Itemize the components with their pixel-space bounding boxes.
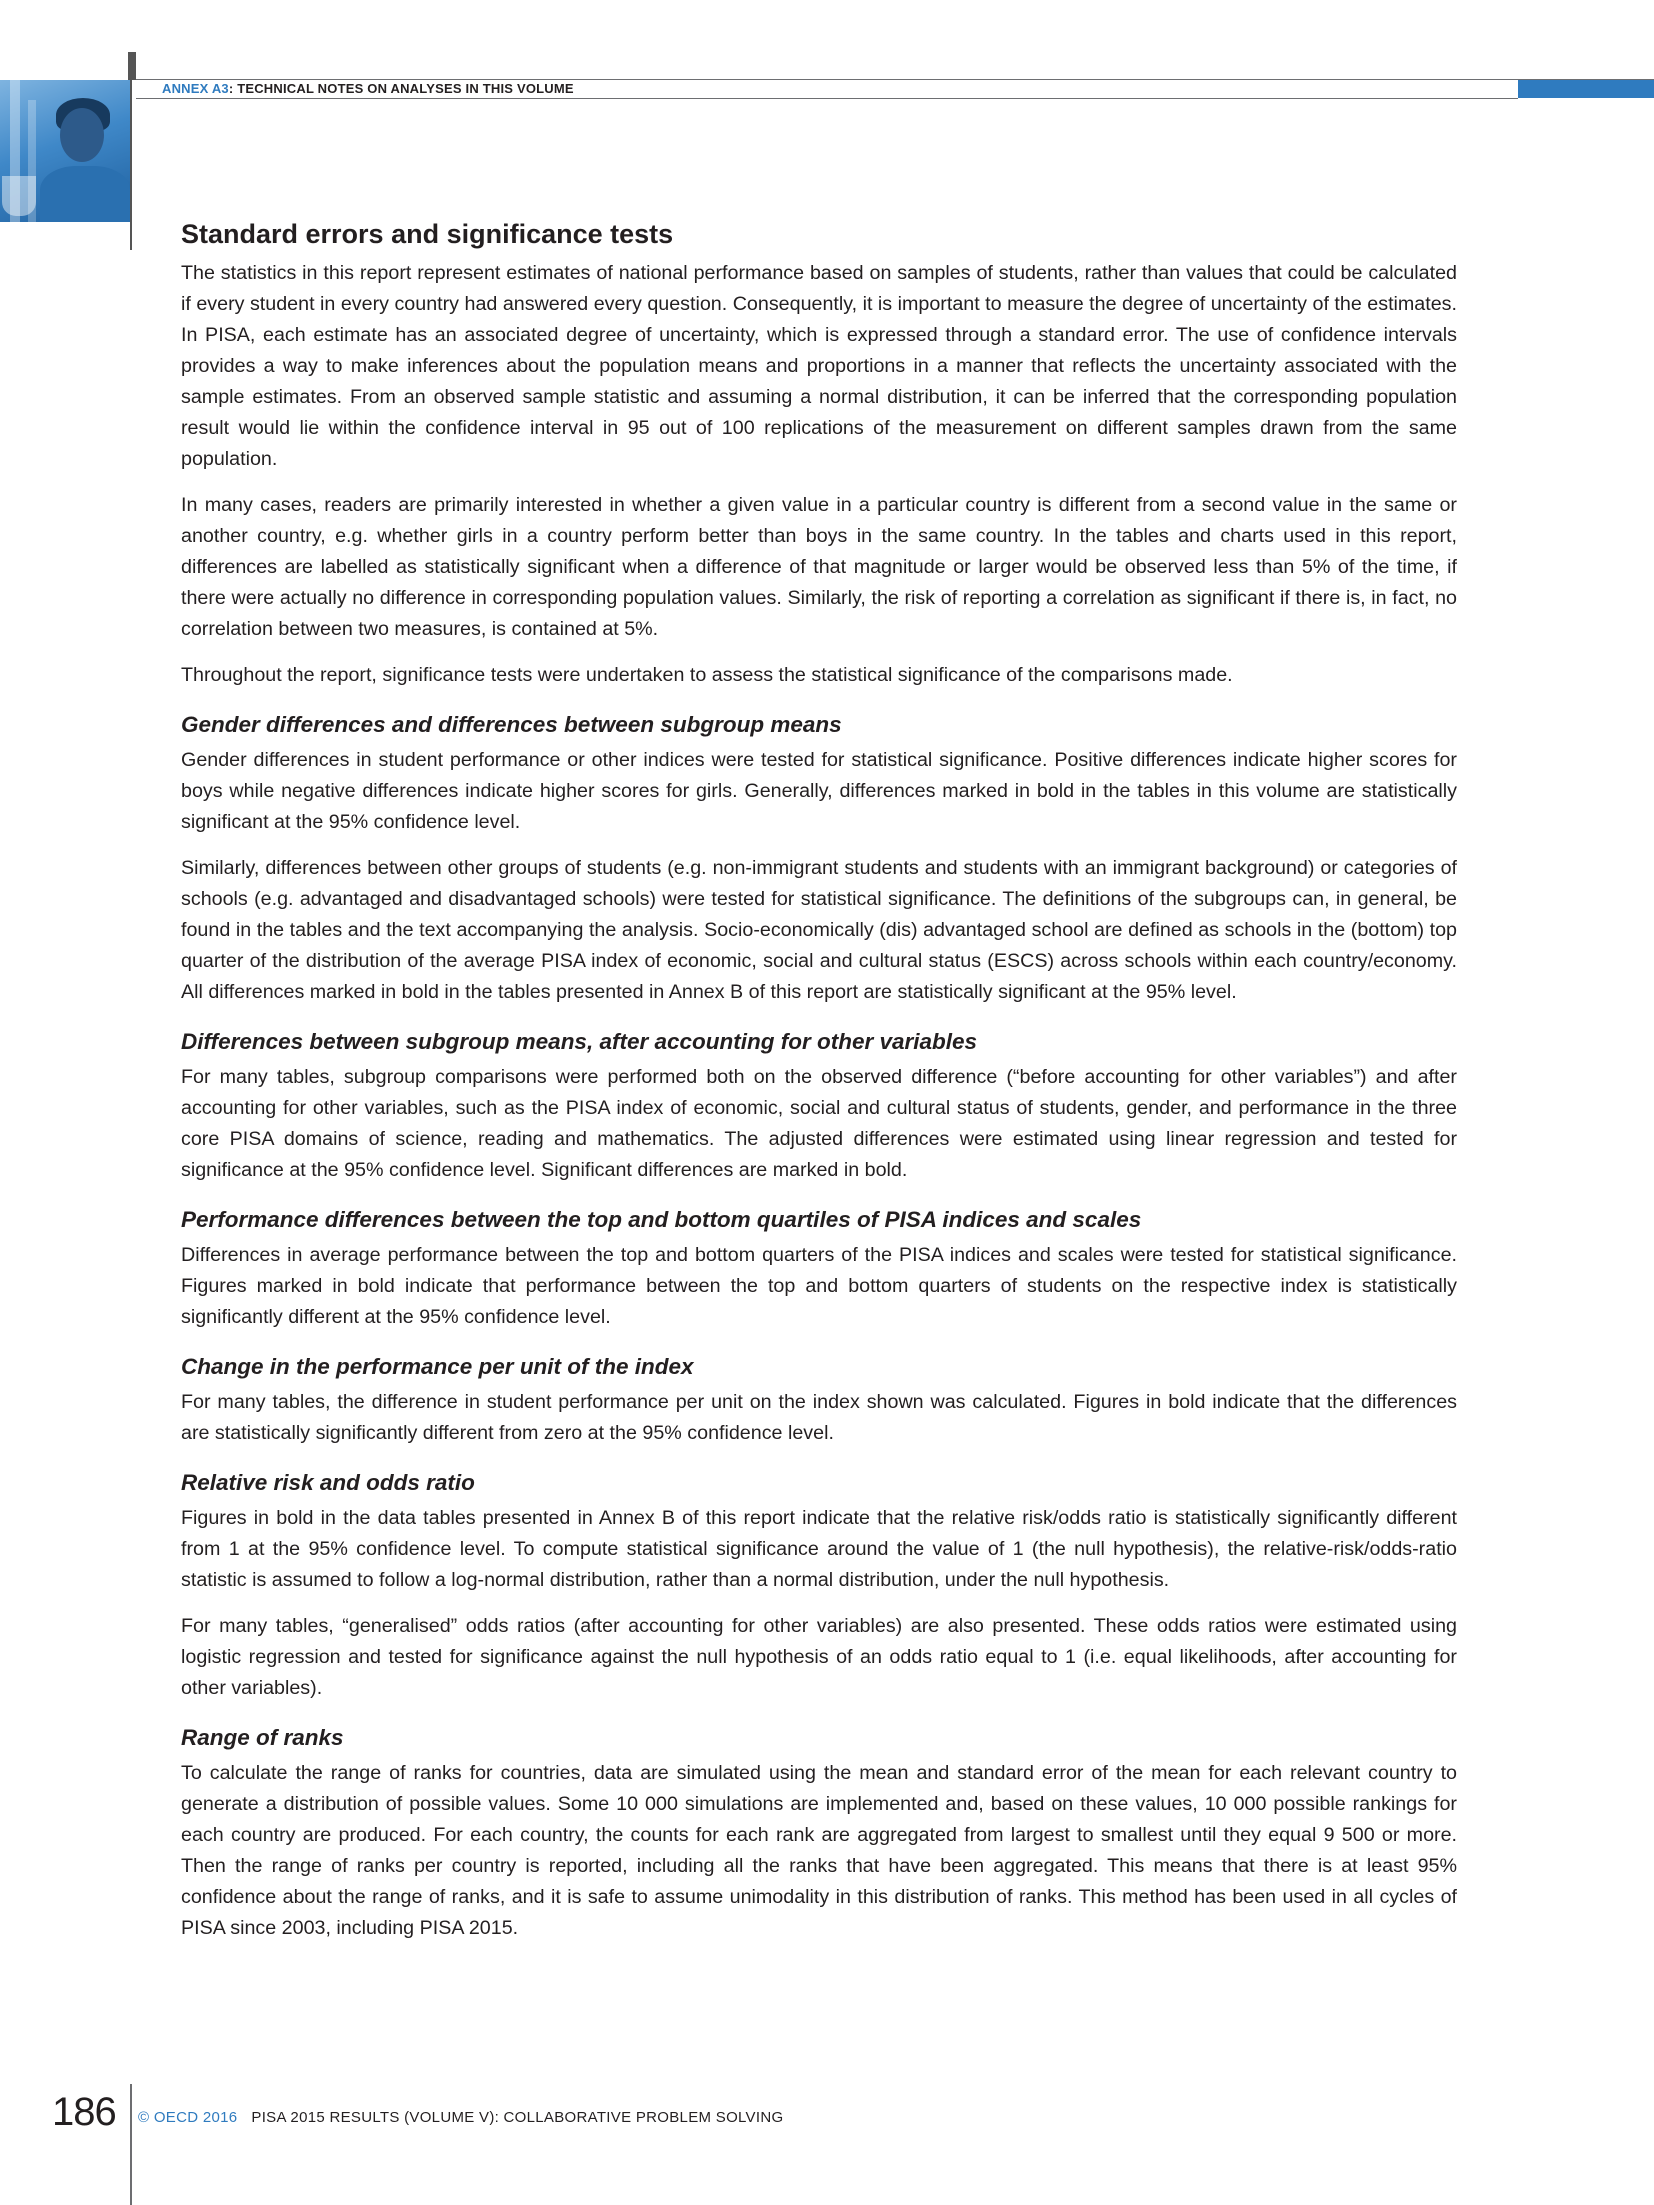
- header-photo: [0, 80, 130, 222]
- section-heading: Differences between subgroup means, after accounting for other variables: [181, 1029, 978, 1054]
- section-heading: Gender differences and differences between subgroup means: [181, 712, 842, 737]
- header-accent-bar: [1518, 80, 1654, 98]
- section-heading: Range of ranks: [181, 1725, 344, 1750]
- paragraph: Differences in average performance between the top and bottom quarters of the PISA indices and scales were tested for statistical significance. Figures marked in bold indicate that performance between the top and bottom quarters of students on the respective index is statistically significantly different at the 95% confidence level.: [181, 1244, 1457, 1328]
- main-content: [181, 214, 1457, 1959]
- running-head-title: : TECHNICAL NOTES ON ANALYSES IN THIS VOLUME: [228, 81, 574, 96]
- paragraph: Throughout the report, significance tests were undertaken to assess the statistical significance of the comparisons made.: [181, 664, 1233, 686]
- header-rule: [136, 98, 1518, 99]
- section: [181, 1350, 1457, 1449]
- section: [181, 708, 1457, 1008]
- paragraph: In many cases, readers are primarily interested in whether a given value in a particular country is different from a second value in the same or another country, e.g. whether girls in a country perform better than boys in the same country. In the tables and charts used in this report, differences are labelled as statistically significant when a difference of that magnitude or larger would be observed less than 5% of the time, if there were actually no difference in corresponding population values. Similarly, the risk of reporting a correlation as significant if there is, in fact, no correlation between two measures, is contained at 5%.: [181, 494, 1457, 640]
- intro-section: [181, 258, 1457, 691]
- footer-vertical-rule: [130, 2084, 132, 2205]
- sections: [181, 708, 1457, 1944]
- paragraph: For many tables, subgroup comparisons were performed both on the observed difference (“before accounting for other variables”) and after accounting for other variables, such as the PISA index of economic, social and cultural status of students, gender, and performance in the three core PISA domains of science, reading and mathematics. The adjusted differences were estimated using linear regression and tested for significance at the 95% confidence level. Significant differences are marked in bold.: [181, 1066, 1457, 1181]
- paragraph: For many tables, the difference in student performance per unit on the index shown was calculated. Figures in bold indicate that the differences are statistically significantly different from zero at the 95% confidence level.: [181, 1391, 1457, 1444]
- section: [181, 1466, 1457, 1704]
- running-head: [162, 80, 574, 98]
- footer-text: [138, 2108, 783, 2128]
- copyright: © OECD 2016: [138, 2109, 238, 2126]
- section: [181, 1025, 1457, 1186]
- paragraph: Gender differences in student performance or other indices were tested for statistical significance. Positive differences indicate higher scores for boys while negative differences indicate higher scores for girls. Generally, differences marked in bold in the tables in this volume are statistically significant at the 95% confidence level.: [181, 749, 1457, 833]
- paragraph: For many tables, “generalised” odds ratios (after accounting for other variables) are also presented. These odds ratios were estimated using logistic regression and tested for significance against the null hypothesis of an odds ratio equal to 1 (i.e. equal likelihoods, after accounting for other variables).: [181, 1615, 1457, 1699]
- section: [181, 1721, 1457, 1944]
- section-heading: Performance differences between the top and bottom quartiles of PISA indices and scales: [181, 1207, 1142, 1232]
- page-number: 186: [52, 2090, 116, 2134]
- page-title: Standard errors and significance tests: [181, 219, 674, 249]
- publication-title: PISA 2015 RESULTS (VOLUME V): COLLABORATIVE PROBLEM SOLVING: [251, 2109, 784, 2126]
- annex-label: ANNEX A3: [162, 81, 229, 96]
- paragraph: Similarly, differences between other groups of students (e.g. non-immigrant students and students with an immigrant background) or categories of schools (e.g. advantaged and disadvantaged schools) were tested for statistical significance. The definitions of the subgroups can, in general, be found in the tables and the text accompanying the analysis. Socio-economically (dis) advantaged school are defined as schools in the (bottom) top quarter of the distribution of the average PISA index of economic, social and cultural status (ESCS) across schools within each country/economy. All differences marked in bold in the tables presented in Annex B of this report are statistically significant at the 95% level.: [181, 857, 1457, 1003]
- paragraph: To calculate the range of ranks for countries, data are simulated using the mean and standard error of the mean for each relevant country to generate a distribution of possible values. Some 10 000 simulations are implemented and, based on these values, 10 000 possible rankings for each country are produced. For each country, the counts for each rank are aggregated from largest to smallest until they equal 9 500 or more. Then the range of ranks per country is reported, including all the ranks that have been aggregated. This means that there is at least 95% confidence about the range of ranks, and it is safe to assume unimodality in this distribution of ranks. This method has been used in all cycles of PISA since 2003, including PISA 2015.: [181, 1762, 1457, 1939]
- section: [181, 1203, 1457, 1333]
- paragraph: The statistics in this report represent estimates of national performance based on samples of students, rather than values that could be calculated if every student in every country had answered every question. Consequently, it is important to measure the degree of uncertainty of the estimates. In PISA, each estimate has an associated degree of uncertainty, which is expressed through a standard error. The use of confidence intervals provides a way to make inferences about the population means and proportions in a manner that reflects the uncertainty associated with the sample estimates. From an observed sample statistic and assuming a normal distribution, it can be inferred that the corresponding population result would lie within the confidence interval in 95 out of 100 replications of the measurement on different samples drawn from the same population.: [181, 262, 1457, 470]
- section-heading: Relative risk and odds ratio: [181, 1470, 475, 1495]
- header-vertical-rule: [130, 52, 132, 250]
- section-heading: Change in the performance per unit of the index: [181, 1354, 694, 1379]
- paragraph: Figures in bold in the data tables presented in Annex B of this report indicate that the relative risk/odds ratio is statistically significantly different from 1 at the 95% confidence level. To compute statistical significance around the value of 1 (the null hypothesis), the relative-risk/odds-ratio statistic is assumed to follow a log-normal distribution, rather than a normal distribution, under the null hypothesis.: [181, 1507, 1457, 1591]
